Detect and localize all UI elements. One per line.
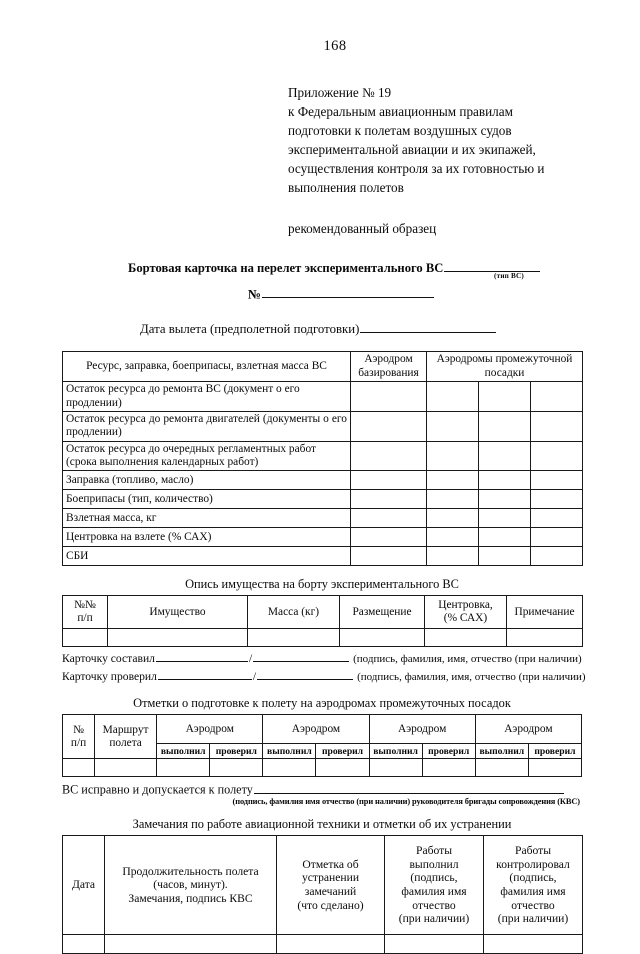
airfields-caption: Отметки о подготовке к полету на аэродромах промежуточных посадок [133, 696, 511, 711]
resource-cell-alt3[interactable] [531, 490, 583, 509]
checked-by-row [62, 668, 586, 686]
resource-cell-base[interactable] [351, 528, 427, 547]
resource-cell-base[interactable] [351, 547, 427, 566]
table-row [63, 382, 583, 412]
airfields-cell-performed-2[interactable] [263, 759, 316, 777]
remarks-header-fix-note [277, 836, 385, 935]
resource-cell-alt2[interactable] [479, 490, 531, 509]
table-row [63, 547, 583, 566]
remarks-header-controlled-line2: контролировал [496, 857, 570, 871]
airfields-group-1: Аэродром [157, 715, 263, 744]
airfields-sub-checked-4: проверил [528, 744, 581, 759]
page-number: 168 [323, 38, 347, 54]
resource-header-col2: Аэродром базирования [351, 352, 427, 382]
composed-by-row [62, 650, 582, 668]
appendix-line-3: подготовки к полетам воздушных судов [288, 123, 512, 138]
appendix-line-2: к Федеральным авиационным правилам [288, 104, 513, 119]
resource-cell-alt2[interactable] [479, 547, 531, 566]
resource-row-label: Центровка на взлете (% САХ) [63, 528, 351, 547]
resource-cell-base[interactable] [351, 441, 427, 471]
signature-lines [62, 650, 586, 685]
airfields-header-no-line2: п/п [70, 736, 87, 749]
remarks-header-performed-line4: фамилия имя [401, 885, 467, 899]
table-row [63, 509, 583, 528]
appendix-line-5: осуществления контроля за их готовностью и [288, 161, 545, 176]
remarks-header-date: Дата [63, 836, 105, 935]
form-number-blank[interactable] [262, 285, 434, 298]
remarks-header-controlled [484, 836, 583, 935]
resource-row-label: Остаток ресурса до ремонта ВС (документ о его продлении) [63, 382, 351, 412]
resource-cell-alt1[interactable] [427, 471, 479, 490]
airfields-sub-performed-1: выполнил [157, 744, 210, 759]
remarks-cell-fix-note[interactable] [277, 935, 385, 954]
inventory-header-note: Примечание [507, 596, 583, 629]
table-row [63, 441, 583, 471]
resource-row-label: СБИ [63, 547, 351, 566]
checked-by-slash: / [252, 669, 257, 683]
resource-cell-base[interactable] [351, 382, 427, 412]
resource-cell-alt2[interactable] [479, 471, 531, 490]
airfields-sub-checked-1: проверил [210, 744, 263, 759]
departure-date-label: Дата вылета (предполетной подготовки) [140, 322, 360, 337]
inventory-header-no-line2: п/п [77, 612, 93, 625]
resource-cell-alt3[interactable] [531, 441, 583, 471]
airfields-header-route-line2: полета [109, 736, 142, 749]
remarks-header-row [63, 836, 583, 935]
resource-cell-alt2[interactable] [479, 509, 531, 528]
remarks-header-fix-note-line4: (что сделано) [297, 898, 364, 912]
airfields-table [62, 714, 582, 777]
airfields-sub-checked-2: проверил [316, 744, 369, 759]
aircraft-type-blank[interactable] [444, 259, 540, 272]
remarks-header-controlled-line3: (подпись, [509, 871, 557, 885]
departure-date-row [140, 320, 582, 337]
resource-row-label: Взлетная масса, кг [63, 509, 351, 528]
airfields-header-no-line1: № [73, 723, 84, 736]
table-row [63, 471, 583, 490]
remarks-header-duration-line1: Продолжительность полета [122, 864, 259, 878]
airfields-sub-performed-2: выполнил [263, 744, 316, 759]
table-row [63, 411, 583, 441]
inventory-header-row [63, 596, 583, 629]
page-content [62, 0, 586, 954]
inventory-header-centering [425, 596, 507, 629]
resource-cell-alt1[interactable] [427, 528, 479, 547]
airfields-sub-checked-3: проверил [422, 744, 475, 759]
airfields-cell-performed-4[interactable] [475, 759, 528, 777]
remarks-header-controlled-line5: отчество [511, 898, 555, 912]
airfields-cell-checked-2[interactable] [316, 759, 369, 777]
remarks-header-performed-line2: выполнил [409, 857, 459, 871]
resource-cell-alt3[interactable] [531, 471, 583, 490]
airfields-group-2: Аэродром [263, 715, 369, 744]
inventory-caption: Опись имущества на борту экспериментального ВС [185, 577, 459, 592]
inventory-header-placement: Размещение [340, 596, 425, 629]
resource-header-col3: Аэродромы промежуточной посадки [427, 352, 583, 382]
composed-by-slash: / [248, 652, 253, 666]
airfields-group-4: Аэродром [475, 715, 581, 744]
resource-cell-alt1[interactable] [427, 490, 479, 509]
remarks-header-performed [385, 836, 484, 935]
remarks-cell-controlled[interactable] [484, 935, 583, 954]
table-row [63, 528, 583, 547]
inventory-header-item: Имущество [108, 596, 248, 629]
checked-by-caption: (подпись, фамилия, имя, отчество (при наличии) [357, 670, 586, 683]
resource-cell-alt3[interactable] [531, 528, 583, 547]
form-number-row [248, 285, 582, 302]
resource-cell-alt3[interactable] [531, 509, 583, 528]
form-title-text: Бортовая карточка на перелет экспериментального ВС [128, 260, 444, 275]
inventory-cell-mass[interactable] [248, 629, 340, 647]
inventory-header-no [63, 596, 108, 629]
inventory-header-centering-line2: (% САХ) [443, 612, 488, 625]
resource-row-label: Остаток ресурса до ремонта двигателей (документы о его продлении) [63, 411, 351, 441]
resource-table [62, 351, 583, 566]
composed-by-caption: (подпись, фамилия, имя, отчество (при наличии) [353, 653, 582, 666]
resource-table-header-row [63, 352, 583, 382]
appendix-line-1: Приложение № 19 [288, 85, 392, 100]
form-number-label: № [248, 286, 262, 302]
remarks-cell-date[interactable] [63, 935, 105, 954]
remarks-cell-performed[interactable] [385, 935, 484, 954]
remarks-header-duration [105, 836, 277, 935]
resource-cell-alt2[interactable] [479, 382, 531, 412]
resource-cell-alt1[interactable] [427, 547, 479, 566]
remarks-header-performed-line1: Работы [416, 844, 452, 858]
resource-cell-alt3[interactable] [531, 547, 583, 566]
inventory-table [62, 595, 583, 647]
resource-header-col1: Ресурс, заправка, боеприпасы, взлетная масса ВС [63, 352, 351, 382]
airfields-header-row-1 [63, 715, 582, 744]
resource-cell-alt3[interactable] [531, 382, 583, 412]
inventory-cell-centering[interactable] [425, 629, 507, 647]
resource-cell-alt3[interactable] [531, 411, 583, 441]
airfields-cell-no[interactable] [63, 759, 95, 777]
inventory-cell-no[interactable] [63, 629, 108, 647]
resource-cell-alt1[interactable] [427, 382, 479, 412]
checked-by-name-blank[interactable] [257, 668, 353, 680]
inventory-cell-item[interactable] [108, 629, 248, 647]
remarks-header-duration-line3: Замечания, подпись КВС [128, 891, 253, 905]
serviceable-signature-blank[interactable] [254, 781, 564, 794]
remarks-header-fix-note-line2: устранении [301, 871, 360, 885]
composed-by-name-blank[interactable] [253, 650, 349, 662]
table-row [63, 490, 583, 509]
remarks-cell-duration[interactable] [105, 935, 277, 954]
recommended-sample-label: рекомендованный образец [288, 221, 437, 236]
form-title-row [128, 259, 582, 280]
composed-by-label: Карточку составил [62, 652, 155, 666]
resource-row-label: Заправка (топливо, масло) [63, 471, 351, 490]
airfields-cell-checked-3[interactable] [422, 759, 475, 777]
appendix-line-4: экспериментальной авиации и их экипажей, [288, 142, 536, 157]
appendix-line-6: выполнения полетов [288, 180, 404, 195]
table-row [63, 629, 583, 647]
remarks-header-duration-line2: (часов, минут). [153, 878, 228, 892]
remarks-table [62, 835, 583, 954]
airfields-cell-checked-4[interactable] [528, 759, 581, 777]
table-row [63, 759, 582, 777]
airfields-sub-performed-4: выполнил [475, 744, 528, 759]
remarks-header-controlled-line4: фамилия имя [500, 885, 566, 899]
serviceable-caption: (подпись, фамилия имя отчество (при наличии) руководителя бригады сопровождения (КВС) [232, 797, 580, 807]
departure-date-blank[interactable] [360, 320, 496, 333]
airfields-sub-performed-3: выполнил [369, 744, 422, 759]
table-row [63, 935, 583, 954]
resource-cell-base[interactable] [351, 471, 427, 490]
checked-by-label: Карточку проверил [62, 669, 157, 683]
resource-cell-alt1[interactable] [427, 441, 479, 471]
appendix-reference-block [288, 83, 582, 197]
resource-cell-alt1[interactable] [427, 411, 479, 441]
inventory-header-mass: Масса (кг) [248, 596, 340, 629]
resource-row-label: Остаток ресурса до очередных регламентных работ (срока выполнения календарных работ) [63, 441, 351, 471]
resource-cell-base[interactable] [351, 490, 427, 509]
checked-by-signature-blank[interactable] [158, 668, 252, 680]
airfields-group-3: Аэродром [369, 715, 475, 744]
inventory-cell-note[interactable] [507, 629, 583, 647]
remarks-header-fix-note-line3: замечаний [304, 885, 357, 899]
remarks-header-performed-line6: (при наличии) [398, 912, 470, 926]
remarks-header-fix-note-line1: Отметка об [302, 857, 359, 871]
remarks-caption: Замечания по работе авиационной техники и отметки об их устранении [132, 817, 512, 832]
airfields-cell-performed-1[interactable] [157, 759, 210, 777]
serviceable-row [62, 781, 582, 798]
resource-cell-alt2[interactable] [479, 441, 531, 471]
inventory-header-no-line1: №№ [74, 598, 96, 611]
resource-cell-base[interactable] [351, 411, 427, 441]
inventory-header-centering-line1: Центровка, [438, 598, 493, 611]
airfields-cell-checked-1[interactable] [210, 759, 263, 777]
resource-cell-base[interactable] [351, 509, 427, 528]
airfields-header-route-line1: Маршрут [102, 723, 149, 736]
airfields-header-no [63, 715, 95, 759]
resource-cell-alt2[interactable] [479, 528, 531, 547]
remarks-header-controlled-line1: Работы [515, 844, 551, 858]
composed-by-signature-blank[interactable] [156, 650, 248, 662]
inventory-cell-placement[interactable] [340, 629, 425, 647]
aircraft-type-caption: (тип ВС) [494, 272, 524, 280]
serviceable-label: ВС исправно и допускается к полету [62, 783, 253, 798]
resource-cell-alt2[interactable] [479, 411, 531, 441]
resource-row-label: Боеприпасы (тип, количество) [63, 490, 351, 509]
remarks-header-performed-line5: отчество [412, 898, 456, 912]
airfields-cell-performed-3[interactable] [369, 759, 422, 777]
resource-cell-alt1[interactable] [427, 509, 479, 528]
remarks-header-controlled-line6: (при наличии) [497, 912, 569, 926]
airfields-cell-route[interactable] [95, 759, 157, 777]
airfields-header-route [95, 715, 157, 759]
remarks-header-performed-line3: (подпись, [410, 871, 458, 885]
